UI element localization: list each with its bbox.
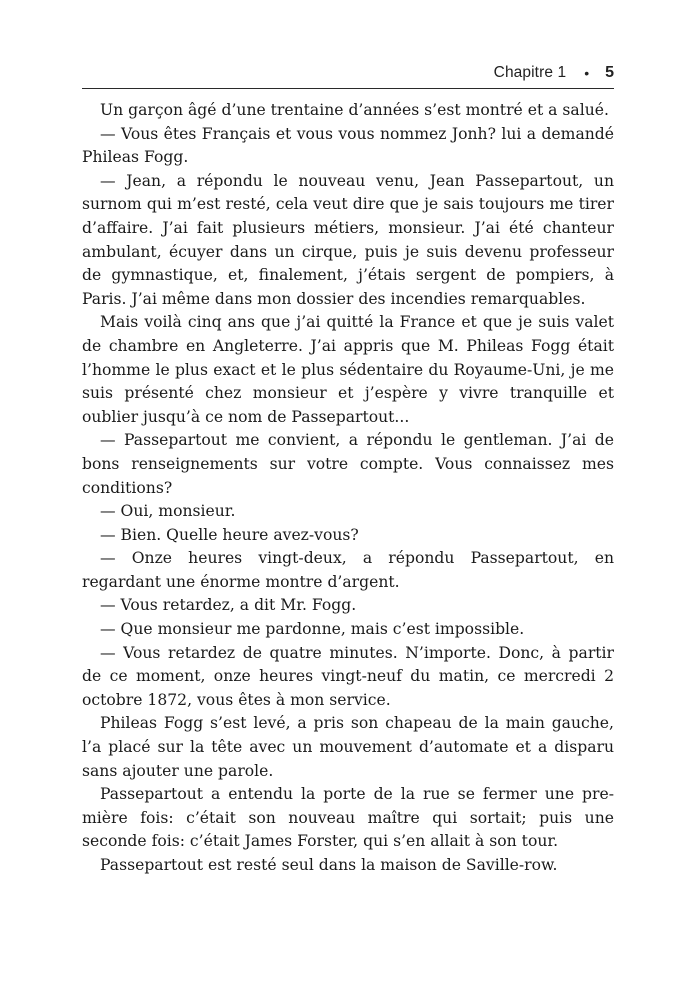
body-text bbox=[82, 99, 614, 878]
running-header bbox=[82, 60, 614, 86]
paragraph: — Que monsieur me pardonne, mais c’est impossible. bbox=[100, 620, 525, 639]
paragraph: Un garçon âgé d’une trentaine d’années s’est montré et a salué. bbox=[100, 101, 609, 119]
header-separator: • bbox=[584, 65, 590, 81]
paragraph: — Passepartout me convient, a répondu le gentleman. J’ai de bons renseignements sur votre compte. Vous connaissez mes conditions? bbox=[82, 431, 614, 497]
paragraph: Mais voilà cinq ans que j’ai quitté la France et que je suis valet de chambre en Angleterre. J’ai appris que M. Phileas Fogg était l’homme le plus exact et le plus sédentaire du Royaume-Uni, je me suis présenté chez monsieur et j’espère y vivre tranquille et oublier jusqu’à ce nom de Passepartout... bbox=[82, 313, 614, 426]
page-number: 5 bbox=[605, 64, 614, 81]
header-rule bbox=[82, 88, 614, 89]
paragraph: — Vous retardez de quatre minutes. N’importe. Donc, à partir de ce moment, onze heures vingt-neuf du matin, ce mercredi 2 octobre 1872, vous êtes à mon service. bbox=[82, 643, 614, 709]
chapter-label: Chapitre 1 bbox=[493, 64, 567, 81]
paragraph: — Vous retardez, a dit Mr. Fogg. bbox=[100, 596, 357, 615]
paragraph: — Bien. Quelle heure avez-vous? bbox=[100, 525, 359, 544]
paragraph: Passepartout a entendu la porte de la rue se fermer une première fois: c’était son nouveau maître qui sortait; puis une seconde fois: c’était James Forster, qui s’en allait à son tour. bbox=[82, 785, 614, 851]
paragraph: — Oui, monsieur. bbox=[100, 502, 236, 521]
paragraph: — Jean, a répondu le nouveau venu, Jean Passepartout, un surnom qui m’est resté, cela veut dire que je sais toujours me tirer d’affaire. J’ai fait plusieurs métiers, monsieur. J’ai été chanteur ambulant, écuyer dans un cirque, puis je suis devenu professeur de gymnastique, et, finalement, j’étais sergent de pompiers, à Paris. J’ai même dans mon dossier des incendies remarquables. bbox=[82, 171, 614, 308]
paragraph: Passepartout est resté seul dans la maison de Saville-row. bbox=[100, 856, 558, 874]
paragraph: — Onze heures vingt-deux, a répondu Passepartout, en regardant une énorme montre d’argent. bbox=[82, 549, 614, 591]
paragraph: Phileas Fogg s’est levé, a pris son chapeau de la main gauche, l’a placé sur la tête avec un mouvement d’automate et a disparu sans ajouter une parole. bbox=[82, 714, 614, 780]
paragraph: — Vous êtes Français et vous vous nommez Jonh? lui a demandé Phileas Fogg. bbox=[82, 124, 614, 167]
